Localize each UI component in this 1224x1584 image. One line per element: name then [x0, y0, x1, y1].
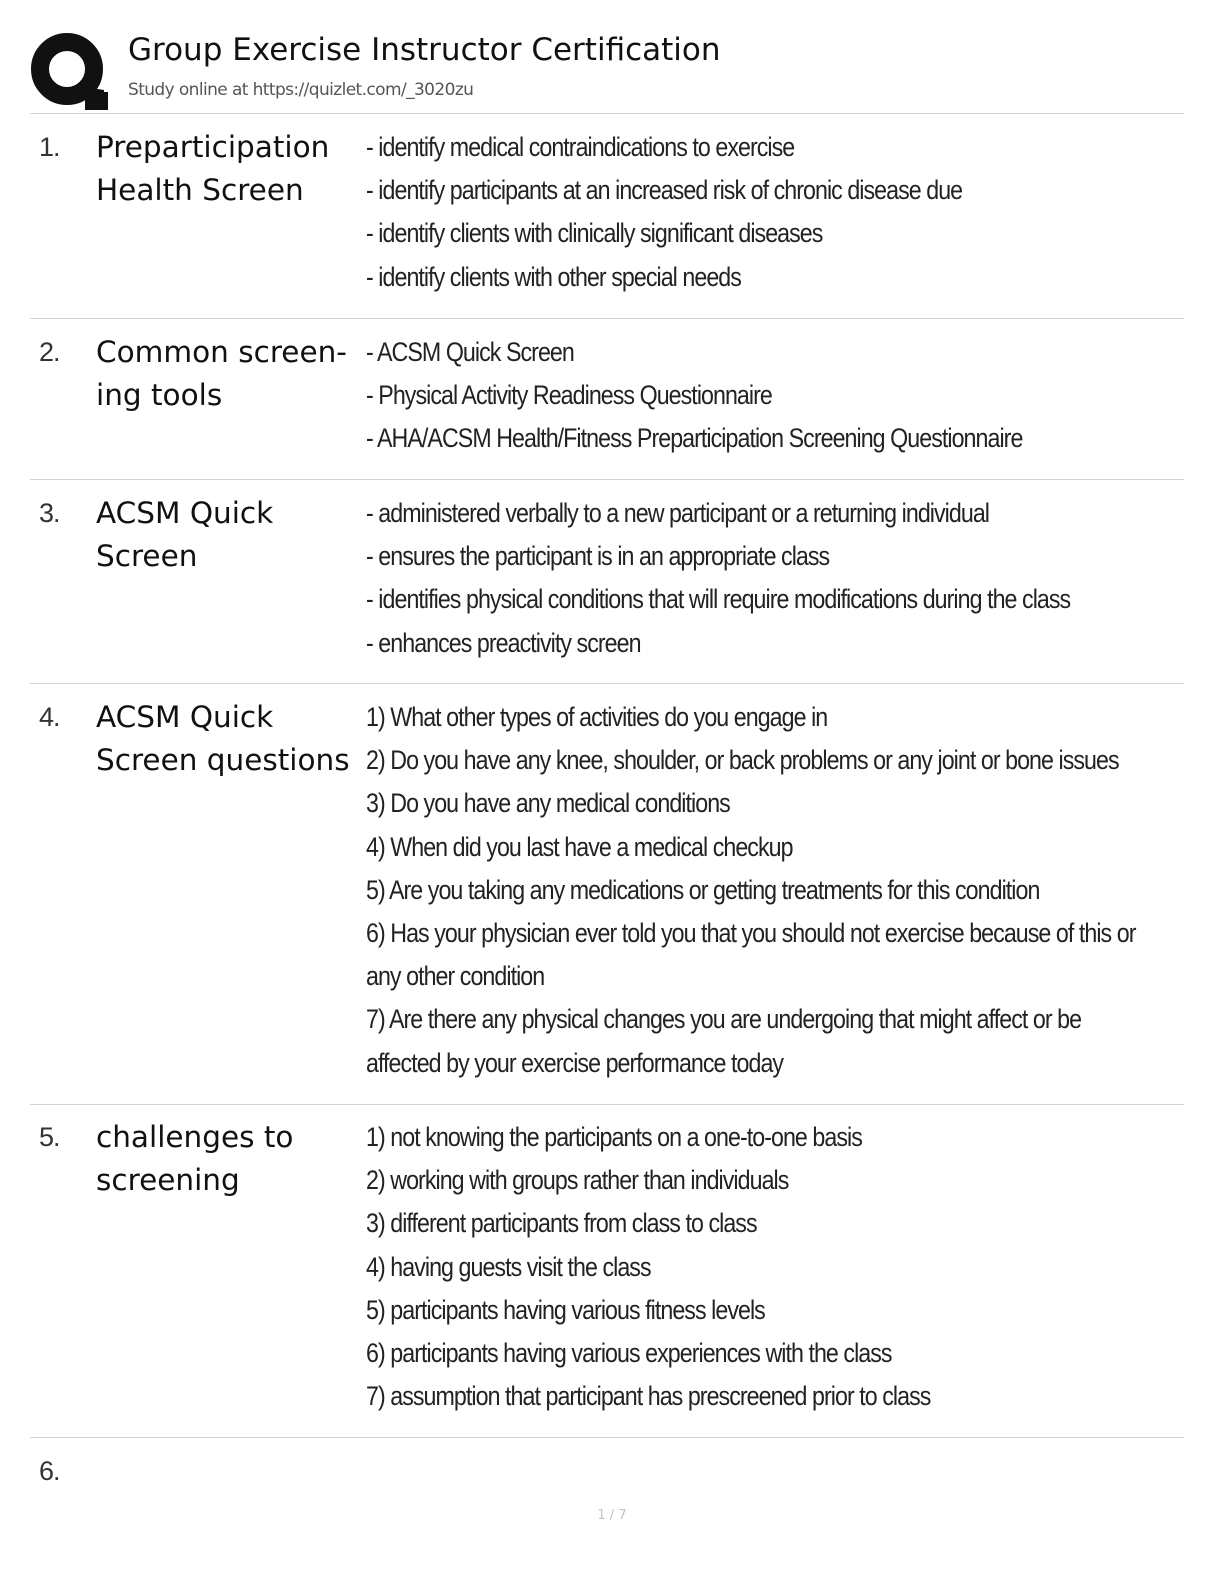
- header-divider: [30, 113, 1184, 114]
- definition-line: 3) Do you have any medical conditions: [366, 788, 730, 819]
- card-definition: [366, 696, 1181, 1085]
- definition-line: 5) Are you taking any medications or getting treatments for this condition: [366, 874, 1040, 905]
- study-online-link[interactable]: Study online at https://quizlet.com/_3020zu: [128, 80, 474, 100]
- definition-line: - identifies physical conditions that will require modifications during the class: [366, 584, 1071, 615]
- flashcard-row: [30, 1450, 1184, 1500]
- definition-line: 7) Are there any physical changes you are undergoing that might affect or be: [366, 1004, 1082, 1035]
- row-divider: [30, 1437, 1184, 1438]
- flashcard-row: [30, 331, 1184, 471]
- row-divider: [30, 683, 1184, 684]
- row-divider: [30, 318, 1184, 319]
- definition-line: 4) having guests visit the class: [366, 1251, 651, 1282]
- definition-line: 3) different participants from class to class: [366, 1208, 757, 1239]
- definition-line: affected by your exercise performance today: [366, 1047, 784, 1078]
- row-divider: [30, 479, 1184, 480]
- definition-line: 4) When did you last have a medical checkup: [366, 831, 793, 862]
- definition-line: 5) participants having various fitness levels: [366, 1294, 765, 1325]
- definition-line: - ensures the participant is in an appropriate class: [366, 541, 830, 572]
- flashcard-row: [30, 1116, 1184, 1426]
- card-number: 3.: [39, 498, 60, 528]
- card-definition: [366, 492, 1181, 665]
- definition-line: 2) working with groups rather than individuals: [366, 1165, 789, 1196]
- card-term: challenges to screening: [96, 1120, 294, 1197]
- definition-line: 6) participants having various experiences with the class: [366, 1338, 892, 1369]
- card-definition: [366, 1116, 1181, 1418]
- definition-line: - identify medical contraindications to exercise: [366, 132, 795, 162]
- quizlet-logo-icon: [30, 32, 108, 110]
- card-definition: [366, 126, 1181, 299]
- definition-line: - identify clients with other special needs: [366, 261, 741, 292]
- document-header: [30, 28, 1184, 112]
- definition-line: - identify clients with clinically significant diseases: [366, 218, 823, 249]
- page-number: 1 / 7: [597, 1508, 627, 1523]
- row-divider: [30, 1104, 1184, 1105]
- document-title: Group Exercise Instructor Certification: [128, 32, 721, 68]
- definition-line: - identify participants at an increased risk of chronic disease due: [366, 175, 963, 206]
- definition-line: 2) Do you have any knee, shoulder, or back problems or any joint or bone issues: [366, 745, 1119, 776]
- definition-line: - administered verbally to a new participant or a returning individual: [366, 498, 990, 528]
- flashcard-row: [30, 126, 1184, 306]
- card-term: ACSM Quick Screen: [96, 496, 274, 573]
- card-term: Preparticipation Health Screen: [96, 130, 330, 207]
- card-definition: [366, 331, 1181, 461]
- card-term: Common screen-ing tools: [96, 335, 347, 412]
- definition-line: - enhances preactivity screen: [366, 627, 641, 658]
- card-number: 1.: [39, 132, 60, 162]
- definition-line: 7) assumption that participant has prescreened prior to class: [366, 1381, 931, 1412]
- definition-line: 6) Has your physician ever told you that you should not exercise because of this or: [366, 918, 1136, 949]
- definition-line: 1) What other types of activities do you engage in: [366, 702, 828, 732]
- flashcard-row: [30, 492, 1184, 672]
- definition-line: - AHA/ACSM Health/Fitness Preparticipation Screening Questionnaire: [366, 423, 1023, 454]
- definition-line: any other condition: [366, 961, 545, 992]
- definition-line: 1) not knowing the participants on a one-to-one basis: [366, 1122, 862, 1152]
- flashcard-row: [30, 696, 1184, 1096]
- card-term: ACSM Quick Screen questions: [96, 700, 350, 777]
- card-number: 4.: [39, 702, 60, 732]
- card-number: 6.: [39, 1456, 60, 1486]
- card-number: 2.: [39, 337, 60, 367]
- definition-line: - ACSM Quick Screen: [366, 337, 574, 367]
- card-number: 5.: [39, 1122, 60, 1152]
- definition-line: - Physical Activity Readiness Questionnaire: [366, 380, 772, 411]
